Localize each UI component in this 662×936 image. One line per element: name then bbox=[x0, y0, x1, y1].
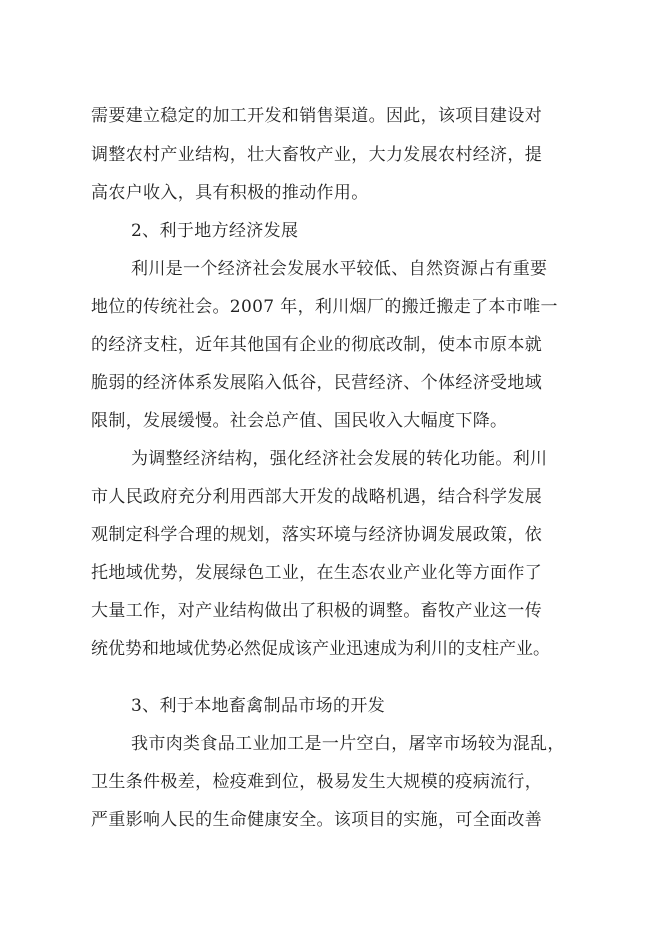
paragraph-2-line-4: 脆弱的经济体系发展陷入低谷，民营经济、个体经济受地域 bbox=[91, 373, 543, 393]
paragraph-3-line-1: 为调整经济结构，强化经济社会发展的转化功能。利川 bbox=[131, 449, 548, 469]
section-heading-3: 3、利于本地畜禽制品市场的开发 bbox=[131, 696, 386, 716]
paragraph-4-line-1: 我市肉类食品工业加工是一片空白，屠宰市场较为混乱， bbox=[131, 734, 565, 754]
paragraph-1-line-1: 需要建立稳定的加工开发和销售渠道。因此，该项目建设对 bbox=[91, 106, 543, 126]
paragraph-2-line-1: 利川是一个经济社会发展水平较低、自然资源占有重要 bbox=[131, 259, 548, 279]
paragraph-3-line-6: 统优势和地域优势必然促成该产业迅速成为利川的支柱产业。 bbox=[91, 639, 550, 659]
paragraph-1-line-2: 调整农村产业结构，壮大畜牧产业，大力发展农村经济，提 bbox=[91, 145, 543, 165]
paragraph-3-line-4: 托地域优势，发展绿色工业，在生态农业产业化等方面作了 bbox=[91, 563, 543, 583]
paragraph-2-line-2: 地位的传统社会。2007 年，利川烟厂的搬迁搬走了本市唯一 bbox=[91, 297, 558, 317]
paragraph-1-line-3: 高农户收入，具有积极的推动作用。 bbox=[91, 183, 369, 203]
paragraph-3-line-3: 观制定科学合理的规划，落实环境与经济协调发展政策，依 bbox=[91, 525, 543, 545]
paragraph-3-line-5: 大量工作，对产业结构做出了积极的调整。畜牧产业这一传 bbox=[91, 601, 543, 621]
paragraph-2-line-5: 限制，发展缓慢。社会总产值、国民收入大幅度下降。 bbox=[91, 411, 508, 431]
paragraph-3-line-2: 市人民政府充分利用西部大开发的战略机遇，结合科学发展 bbox=[91, 487, 543, 507]
paragraph-4-line-3: 严重影响人民的生命健康安全。该项目的实施，可全面改善 bbox=[91, 810, 543, 830]
section-heading-2: 2、利于地方经济发展 bbox=[131, 221, 299, 241]
paragraph-4-line-2: 卫生条件极差，检疫难到位，极易发生大规模的疫病流行， bbox=[91, 772, 543, 792]
paragraph-2-line-3: 的经济支柱，近年其他国有企业的彻底改制，使本市原本就 bbox=[91, 335, 543, 355]
